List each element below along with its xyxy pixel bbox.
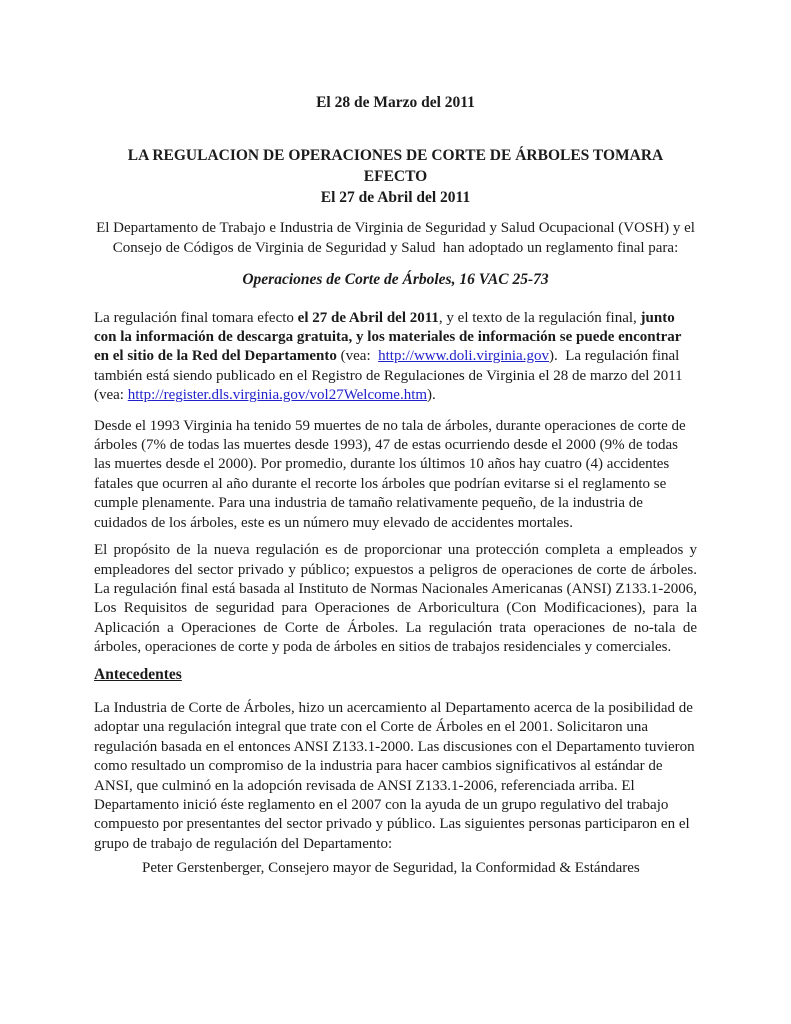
- main-title-line-2: EFECTO: [363, 168, 428, 186]
- text-run: , y el texto de la regulación final,: [438, 309, 641, 326]
- text-run: La regulación final tomara efecto: [94, 309, 298, 326]
- regulation-title: Operaciones de Corte de Árboles, 16 VAC 25-73: [242, 271, 549, 289]
- participant-line: Peter Gerstenberger, Consejero mayor de Seguridad, la Conformidad & Estándares: [142, 860, 640, 877]
- main-title-line-1: LA REGULACION DE OPERACIONES DE CORTE DE ÁRBOLES TOMARA: [127, 147, 664, 165]
- effective-date-paragraph: [94, 309, 697, 406]
- background-paragraph: La Industria de Corte de Árboles, hizo un acercamiento al Departamento acerca de la posibilidad de adoptar una regulación integral que trate con el Corte de Árboles en el 2001. Solicitaron una regulación basada en el entonces ANSI Z133.1-2000. Las discusiones con el Departamento tuvieron como resultado un compromiso de la industria para hacer cambios significativos al estándar de ANSI, que culminó en la adopción revisada de ANSI Z133.1-2006, referenciada arriba. El Departamento inició éste reglamento en el 2007 con la ayuda de un grupo regulativo del trabajo compuesto por presentantes del sector privado y público. Las siguientes personas participaron en el grupo de trabajo de regulación del Departamento:: [94, 699, 695, 852]
- section-heading-antecedentes: Antecedentes: [94, 665, 182, 683]
- register-website-link[interactable]: http://register.dls.virginia.gov/vol27Welcome.htm: [127, 387, 428, 404]
- doli-website-link[interactable]: http://www.doli.virginia.gov: [378, 348, 549, 365]
- intro-paragraph: El Departamento de Trabajo e Industria de Virginia de Seguridad y Salud Ocupacional (VOSH) y el Consejo de Códigos de Virginia de Seguridad y Salud han adoptado un reglamento final para:: [96, 220, 695, 256]
- main-title-line-3: El 27 de Abril del 2011: [320, 189, 471, 207]
- fatalities-paragraph: Desde el 1993 Virginia ha tenido 59 muertes de no tala de árboles, durante operaciones de corte de árboles (7% de todas las muertes desde 1993), 47 de estas ocurriendo desde el 2000 (9% de todas las muertes desde el 2000). Por promedio, durante los últimos 10 años hay cuatro (4) accidentes fatales que ocurren al año durante el recorte los árboles que podrían evitarse si el reglamento se cumple plenamente. Para una industria de tamaño relativamente pequeño, de la industria de cuidados de los árboles, este es un número muy elevado de accidentes mortales.: [94, 417, 686, 531]
- text-run: (vea:: [336, 348, 379, 365]
- date-line: El 28 de Marzo del 2011: [316, 94, 475, 111]
- text-run: ). La regulación final también está siendo publicado en el Registro de Regulaciones de Virginia el 28 de marzo del 2011 (vea:: [94, 348, 683, 404]
- text-run: ).: [427, 387, 436, 404]
- bold-effective-date-run: el 27 de Abril del 2011: [297, 309, 439, 326]
- bold-download-info-run: junto con la información de descarga gratuita, y los materiales de información se puede encontrar en el sitio de la Red del Departamento: [94, 309, 682, 365]
- main-title: [94, 145, 697, 208]
- purpose-paragraph: El propósito de la nueva regulación es de proporcionar una protección completa a empleados y empleadores del sector privado y público; expuestos a peligros de operaciones de corte de árboles. La regulación final está basada al Instituto de Normas Nacionales Americanas (ANSI) Z133.1-2006, Los Requisitos de seguridad para Operaciones de Arboricultura (Con Modificaciones), para la Aplicación a Operaciones de Corte de Árboles. La regulación trata operaciones de no-tala de árboles, operaciones de corte y poda de árboles en sitios de trabajos residenciales y comerciales.: [94, 542, 697, 656]
